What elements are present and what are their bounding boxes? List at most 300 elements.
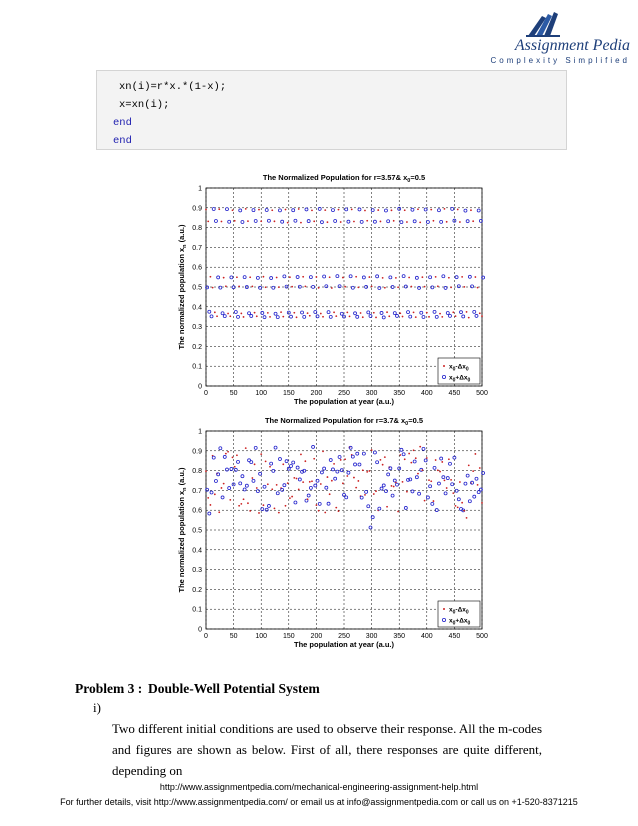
point-series-plus [294,501,297,504]
point-series-plus [217,276,220,279]
point-series-plus [241,221,244,224]
point-series-minus [479,312,481,314]
paragraph-text: Two different initial conditions are used to observe their response. All the m-codes and figures are shown as below. First of all, there responses are quite different, depending on [112,721,542,778]
point-series-minus [461,276,463,278]
point-series-plus [248,312,251,315]
point-series-minus [351,209,353,211]
point-series-plus [243,276,246,279]
legend-marker-minus [443,365,445,367]
point-series-plus [336,470,339,473]
point-series-minus [446,221,448,223]
point-series-minus [300,454,302,456]
point-series-plus [309,276,312,279]
point-series-plus [210,491,213,494]
point-series-minus [205,209,207,211]
logo-name: Assignment Pedia [514,37,630,54]
point-series-minus [366,471,368,473]
point-series-plus [451,483,454,486]
y-axis-label-subscript: n [182,487,188,491]
point-series-minus [249,510,251,512]
point-series-plus [422,447,425,450]
point-series-plus [239,209,242,212]
point-series-minus [424,286,426,288]
point-series-minus [466,311,468,313]
point-series-minus [450,479,452,481]
point-series-minus [362,316,364,318]
point-series-minus [318,510,320,512]
point-series-plus [380,487,383,490]
point-series-plus [305,208,308,211]
point-series-minus [254,312,256,314]
point-series-minus [428,316,430,318]
point-series-minus [238,505,240,507]
point-series-minus [428,479,430,481]
point-series-plus [325,285,328,288]
point-series-minus [452,492,454,494]
point-series-minus [331,287,333,289]
point-series-plus [323,467,326,470]
point-series-minus [419,221,421,223]
x-tick-label: 500 [476,390,488,397]
point-series-minus [333,311,335,313]
point-series-minus [223,483,225,485]
point-series-minus [388,315,390,317]
point-series-minus [293,477,295,479]
x-tick-label: 350 [393,390,406,397]
point-series-plus [312,445,315,448]
point-series-minus [302,481,304,483]
point-series-plus [362,276,365,279]
point-series-minus [274,507,276,509]
point-series-minus [276,277,278,279]
point-series-minus [474,453,476,455]
point-series-plus [259,472,262,475]
point-series-minus [243,498,245,500]
point-series-minus [232,456,234,458]
point-series-plus [464,209,467,212]
point-series-plus [228,487,231,490]
point-series-plus [400,448,403,451]
point-series-plus [245,484,248,487]
legend-label-text: -Δx [455,606,466,614]
point-series-plus [473,310,476,313]
point-series-minus [357,286,359,288]
point-series-plus [349,275,352,278]
point-series-minus [335,315,337,317]
point-series-plus [395,314,398,317]
point-series-plus [237,315,240,318]
point-series-minus [406,221,408,223]
x-tick-label: 250 [338,390,350,397]
point-series-minus [355,487,357,489]
chart-title-subscript: 0 [405,421,409,427]
point-series-plus [223,315,226,318]
point-series-plus [429,485,432,488]
point-series-plus [267,504,270,507]
point-series-minus [377,209,379,211]
point-series-minus [477,484,479,486]
point-series-plus [365,490,368,493]
point-series-plus [272,286,275,289]
point-series-plus [276,492,279,495]
point-series-plus [477,209,480,212]
point-series-minus [229,499,231,501]
point-series-minus [413,449,415,451]
x-tick-label: 150 [282,633,295,640]
point-series-minus [316,276,318,278]
point-series-plus [327,311,330,314]
point-series-minus [463,286,465,288]
code-block [96,70,567,150]
point-series-minus [357,480,359,482]
point-series-minus [335,507,337,509]
point-series-minus [441,316,443,318]
y-tick-label: 1 [198,185,202,193]
point-series-plus [338,456,341,459]
point-series-minus [373,312,375,314]
point-series-minus [333,463,335,465]
point-series-plus [415,276,418,279]
chart-title [265,416,423,427]
point-series-plus [446,311,449,314]
point-series-plus [455,276,458,279]
point-series-minus [282,316,284,318]
point-series-plus [331,468,334,471]
x-tick-label: 500 [476,633,488,640]
point-series-minus [459,221,461,223]
legend-label-sub: 0 [465,609,469,616]
x-tick-label: 0 [204,390,208,397]
point-series-plus [360,220,363,223]
point-series-minus [278,512,280,514]
point-series-minus [285,209,287,211]
point-series-plus [466,474,469,477]
point-series-plus [413,460,416,463]
point-series-minus [430,480,432,482]
y-tick-label: 1 [198,428,202,436]
point-series-minus [329,276,331,278]
point-series-plus [252,209,255,212]
point-series-plus [455,489,458,492]
point-series-minus [313,458,315,460]
x-axis-label: The population at year (a.u.) [293,640,395,649]
code-line: x=xn(i); [119,99,170,111]
chart-r357-svg [170,170,500,408]
point-series-plus [270,277,273,280]
point-series-minus [380,459,382,461]
point-series-minus [267,483,269,485]
point-series-plus [433,310,436,313]
point-series-plus [252,479,255,482]
point-series-plus [354,463,357,466]
point-series-plus [457,285,460,288]
point-series-plus [393,312,396,315]
point-series-plus [309,486,312,489]
point-series-minus [448,277,450,279]
point-series-minus [309,481,311,483]
point-series-plus [296,466,299,469]
footer-url[interactable]: http://www.assignmentpedia.com/mechanical-engineering-assignment-help.html [159,782,479,792]
point-series-minus [410,462,412,464]
point-series-minus [444,479,446,481]
point-series-plus [351,286,354,289]
legend-label-sub: 0 [452,620,456,627]
x-tick-label: 100 [255,390,268,397]
point-series-minus [278,286,280,288]
point-series-plus [444,492,447,495]
legend-label-x: x [449,363,453,371]
point-series-minus [324,209,326,211]
point-series-plus [263,485,266,488]
point-series-minus [474,276,476,278]
x-tick-label: 350 [393,633,406,640]
point-series-plus [210,315,213,318]
point-series-minus [413,311,415,313]
point-series-minus [384,287,386,289]
point-series-plus [296,276,299,279]
point-series-plus [345,208,348,211]
y-axis-label-text: (a.u.) [177,224,186,245]
point-series-plus [219,286,222,289]
point-series-minus [340,221,342,223]
y-axis-label [177,467,188,593]
point-series-minus [227,313,229,315]
x-tick-label: 300 [365,633,378,640]
point-series-minus [265,286,267,288]
point-series-minus [450,287,452,289]
point-series-minus [435,276,437,278]
x-tick-label: 150 [282,390,295,397]
point-series-minus [439,313,441,315]
point-series-plus [431,502,434,505]
point-series-minus [329,493,331,495]
point-series-minus [311,209,313,211]
x-tick-label: 450 [448,390,461,397]
point-series-minus [210,504,212,506]
point-series-plus [435,315,438,318]
point-series-plus [387,473,390,476]
point-series-minus [271,488,273,490]
chart-r357 [170,170,500,408]
point-series-plus [464,482,467,485]
point-series-minus [457,209,459,211]
point-series-plus [265,208,268,211]
point-series-plus [278,209,281,212]
point-series-plus [259,286,262,289]
problem-heading [75,681,320,697]
point-series-plus [285,285,288,288]
point-series-minus [298,208,300,210]
point-series-plus [314,484,317,487]
point-series-plus [318,502,321,505]
point-series-minus [296,316,298,318]
point-series-minus [410,286,412,288]
point-series-plus [278,458,281,461]
point-series-minus [368,276,370,278]
y-tick-label: 0.6 [192,507,202,515]
point-series-plus [228,220,231,223]
point-series-plus [446,477,449,480]
data-points [205,207,485,319]
point-series-plus [411,490,414,493]
point-series-minus [260,453,262,455]
point-series-minus [298,488,300,490]
x-tick-label: 0 [204,633,208,640]
point-series-plus [440,220,443,223]
point-series-minus [397,286,399,288]
point-series-minus [424,500,426,502]
point-series-plus [239,482,242,485]
point-series-plus [241,475,244,478]
point-series-minus [229,315,231,317]
point-series-minus [360,312,362,314]
y-tick-label: 0.4 [192,547,202,555]
point-series-minus [223,277,225,279]
point-series-plus [354,312,357,315]
point-series-plus [256,490,259,493]
point-series-minus [307,498,309,500]
point-series-plus [437,482,440,485]
point-series-plus [212,208,215,211]
point-series-minus [234,220,236,222]
point-series-minus [285,505,287,507]
point-series-plus [331,209,334,212]
point-series-minus [346,475,348,477]
point-series-minus [368,470,370,472]
point-series-plus [382,316,385,319]
point-series-minus [318,287,320,289]
y-tick-label: 0.2 [192,586,202,594]
point-series-plus [389,467,392,470]
point-series-plus [234,311,237,314]
point-series-minus [236,454,238,456]
point-series-plus [301,311,304,314]
point-series-minus [441,461,443,463]
point-series-minus [417,208,419,210]
point-series-minus [399,312,401,314]
point-series-minus [433,220,435,222]
point-series-plus [473,495,476,498]
point-series-plus [448,462,451,465]
footer-contact: For further details, visit http://www.assignmentpedia.com/ or email us at info@assignmentpedia.com or call us on +1-520-8371215 [60,797,578,807]
point-series-minus [344,286,346,288]
point-series-minus [366,220,368,222]
point-series-minus [296,478,298,480]
point-series-plus [283,275,286,278]
point-series-plus [384,209,387,212]
point-series-minus [210,276,212,278]
x-axis-label: The population at year (a.u.) [293,397,395,406]
books-logo-icon [526,8,560,38]
point-series-plus [378,507,381,510]
point-series-minus [274,220,276,222]
point-series-plus [400,221,403,224]
point-series-minus [265,460,267,462]
point-series-minus [481,502,483,504]
point-series-minus [304,285,306,287]
point-series-plus [437,209,440,212]
point-series-plus [294,219,297,222]
point-series-plus [270,462,273,465]
point-series-plus [292,209,295,212]
point-series-plus [234,468,237,471]
point-series-minus [247,220,249,222]
point-series-plus [263,316,266,319]
legend-marker-minus [443,608,445,610]
point-series-minus [395,277,397,279]
point-series-minus [399,454,401,456]
point-series-plus [307,494,310,497]
point-series-minus [371,449,373,451]
y-axis-label-text: (a.u.) [177,467,186,488]
point-series-minus [320,313,322,315]
point-series-minus [271,209,273,211]
point-series-plus [214,220,217,223]
point-series-minus [221,221,223,223]
point-series-minus [245,447,247,449]
point-series-plus [358,463,361,466]
point-series-minus [397,511,399,513]
point-series-minus [269,316,271,318]
problem-label: Problem 3 : [75,681,143,696]
point-series-plus [307,220,310,223]
point-series-plus [214,479,217,482]
point-series-plus [276,316,279,319]
point-series-minus [382,464,384,466]
x-tick-label: 250 [338,633,350,640]
legend-label-x: x [449,374,453,382]
point-series-plus [274,312,277,315]
code-keyword-end: end [113,135,132,147]
point-series-minus [293,312,295,314]
chart-r37 [170,413,500,653]
legend-label-sub: 0 [465,366,469,373]
point-series-minus [342,277,344,279]
point-series-minus [234,466,236,468]
y-tick-label: 0.9 [192,448,202,456]
point-series-plus [431,286,434,289]
legend-label-sub: 0 [452,366,456,373]
y-axis-label-text: The normalized population x [177,247,186,350]
point-series-minus [364,210,366,212]
point-series-minus [342,482,344,484]
y-tick-label: 0.3 [192,324,202,332]
point-series-plus [409,315,412,318]
point-series-plus [477,491,480,494]
point-series-plus [373,451,376,454]
y-tick-label: 0.6 [192,264,202,272]
point-series-plus [320,221,323,224]
point-series-plus [367,505,370,508]
point-series-minus [402,316,404,318]
point-series-plus [303,315,306,318]
point-series-minus [232,209,234,211]
legend-label-sub: 0 [467,377,471,384]
point-series-minus [258,209,260,211]
point-series-minus [364,494,366,496]
point-series-plus [433,466,436,469]
point-series-minus [322,316,324,318]
point-series-plus [230,276,233,279]
point-series-plus [237,460,240,463]
point-series-plus [422,315,425,318]
point-series-plus [323,275,326,278]
point-series-minus [218,511,220,513]
y-tick-label: 0.3 [192,567,202,575]
point-series-minus [322,450,324,452]
legend [438,601,480,627]
y-axis-label-subscript: n [182,244,188,248]
